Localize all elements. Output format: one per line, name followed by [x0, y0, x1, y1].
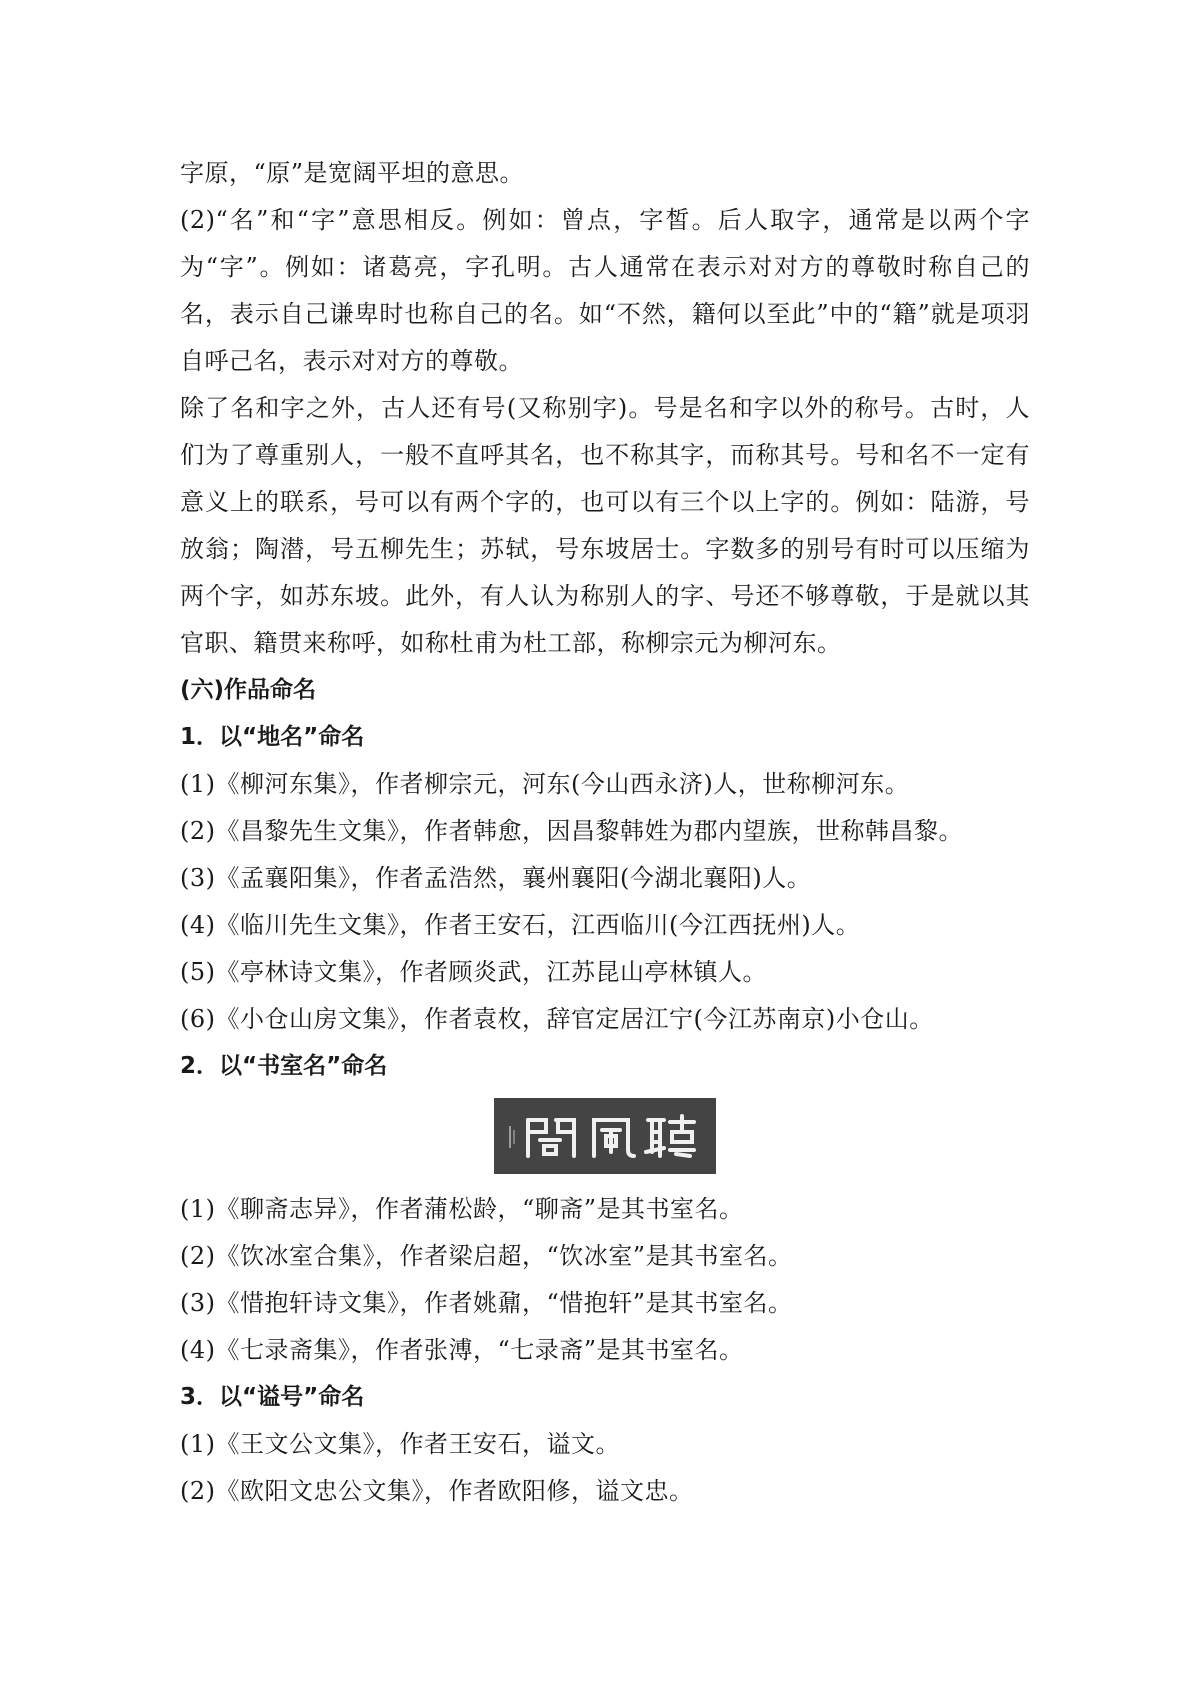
- paragraph: 除了名和字之外，古人还有号(又称别字)。号是名和字以外的称号。古时，人们为了尊重别人，一般不直呼其名，也不称其字，而称其号。号和名不一定有意义上的联系，号可以有两个字的，也可以有三个以上字的。例如：陆游，号放翁；陶潜，号五柳先生；苏轼，号东坡居士。字数多的别号有时可以压缩为两个字，如苏东坡。此外，有人认为称别人的字、号还不够尊敬，于是就以其官职、籍贯来称呼，如称杜甫为杜工部，称柳宗元为柳河东。: [180, 394, 1030, 657]
- list-item: (6)《小仓山房文集》，作者袁枚，辞官定居江宁(今江苏南京)小仓山。: [180, 1005, 934, 1033]
- list-item: (4)《临川先生文集》，作者王安石，江西临川(今江西抚州)人。: [180, 911, 861, 939]
- paragraph: 字原，“原”是宽阔平坦的意思。: [180, 159, 525, 187]
- list-item: (2)《饮冰室合集》，作者梁启超，“饮冰室”是其书室名。: [180, 1242, 793, 1270]
- list-item: (1)《聊斋志异》，作者蒲松龄，“聊斋”是其书室名。: [180, 1195, 744, 1223]
- list-item: (2)《欧阳文忠公文集》，作者欧阳修，谥文忠。: [180, 1477, 694, 1505]
- list-item: (1)《柳河东集》，作者柳宗元，河东(今山西永济)人，世称柳河东。: [180, 770, 910, 798]
- calligraphy-banner-container: [180, 1098, 1030, 1176]
- subsection-heading: 2．以“书室名”命名: [180, 1053, 388, 1079]
- subsection-heading: 1．以“地名”命名: [180, 724, 365, 750]
- section-heading: (六)作品命名: [180, 677, 317, 703]
- list-item: (3)《孟襄阳集》，作者孟浩然，襄州襄阳(今湖北襄阳)人。: [180, 864, 812, 892]
- paragraph: (2)“名”和“字”意思相反。例如：曾点，字皙。后人取字，通常是以两个字为“字”。例如：诸葛亮，字孔明。古人通常在表示对对方的尊敬时称自己的名，表示自己谦卑时也称自己的名。如“不然，籍何以至此”中的“籍”就是项羽自呼己名，表示对对方的尊敬。: [180, 206, 1030, 375]
- list-item: (2)《昌黎先生文集》，作者韩愈，因昌黎韩姓为郡内望族，世称韩昌黎。: [180, 817, 963, 845]
- subsection-heading: 3．以“谥号”命名: [180, 1384, 365, 1410]
- document-body: [180, 150, 1030, 1515]
- list-item: (1)《王文公文集》，作者王安石，谥文。: [180, 1430, 620, 1458]
- list-item: (4)《七录斋集》，作者张溥，“七录斋”是其书室名。: [180, 1336, 744, 1364]
- calligraphy-plaque-icon: [494, 1098, 716, 1174]
- list-item: (3)《惜抱轩诗文集》，作者姚鼐，“惜抱轩”是其书室名。: [180, 1289, 793, 1317]
- list-item: (5)《亭林诗文集》，作者顾炎武，江苏昆山亭林镇人。: [180, 958, 767, 986]
- calligraphy-plaque-image: [494, 1098, 716, 1174]
